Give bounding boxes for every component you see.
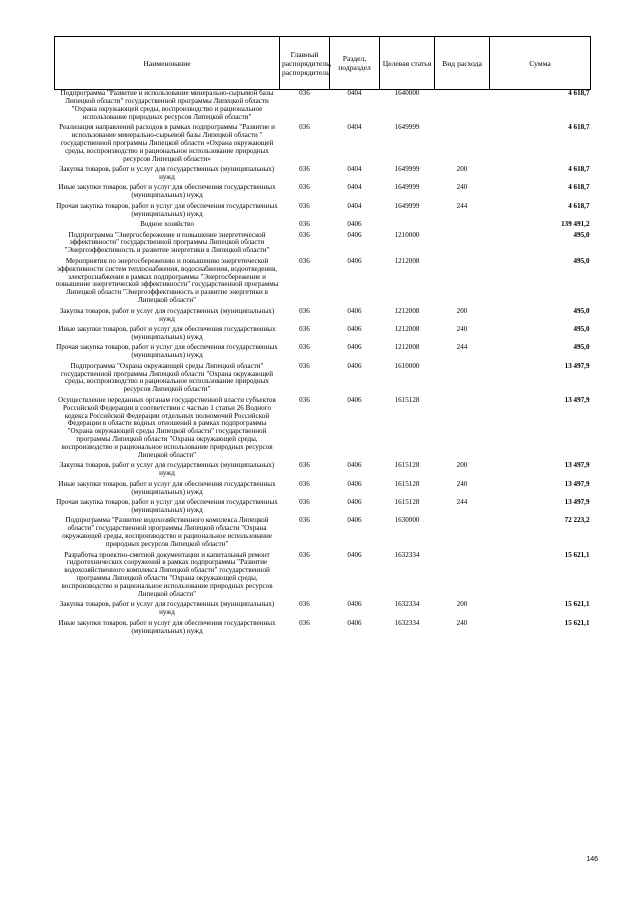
row-expense-code: [435, 552, 490, 602]
row-manager-code: 036: [299, 201, 310, 210]
budget-table: [54, 36, 591, 638]
row-name: Иные закупки товаров, работ и услуг для обеспечения государственных (муниципальных) нужд: [58, 324, 276, 341]
row-expense-code: [435, 90, 490, 125]
table-row: [55, 552, 591, 602]
row-section-code: 0406: [347, 343, 362, 352]
row-name: Прочая закупка товаров, работ и услуг для обеспечения государственных (муниципальных) нужд: [56, 343, 278, 360]
row-manager-code: 036: [299, 361, 310, 370]
header-target-article: Целевая статья: [380, 37, 435, 90]
row-section-code: 0406: [347, 256, 362, 265]
row-manager-code: 036: [299, 183, 310, 192]
row-expense-code: [435, 258, 490, 308]
row-expense-code: [435, 232, 490, 258]
row-name: Подпрограмма "Охрана окружающей среды Липецкой области" государственной программы Липецкой области "Охрана окружающей среды, воспроизводство и рациональное использование природных ресурсов Липецкой области": [60, 361, 273, 394]
table-row: [55, 344, 591, 362]
row-manager-code: 036: [299, 600, 310, 609]
row-target-code: 1649999: [394, 123, 420, 132]
row-section-code: 0406: [347, 306, 362, 315]
row-sum: 4 618,7: [568, 89, 590, 97]
row-manager-code: 036: [299, 550, 310, 559]
table-row: [55, 326, 591, 344]
table-row: [55, 203, 591, 221]
row-target-code: 1640000: [394, 89, 420, 97]
row-section-code: 0404: [347, 123, 362, 132]
row-section-code: 0406: [347, 461, 362, 470]
row-target-code: 1649999: [394, 183, 420, 192]
row-section-code: 0406: [347, 516, 362, 525]
row-sum: 495,0: [573, 256, 590, 265]
row-manager-code: 036: [299, 516, 310, 525]
row-sum: 13 497,9: [564, 461, 590, 470]
row-expense-code: 200: [456, 461, 468, 470]
row-target-code: 1212008: [394, 343, 420, 352]
row-sum: 15 621,1: [564, 600, 590, 609]
row-manager-code: 036: [299, 461, 310, 470]
row-manager-code: 036: [299, 165, 310, 174]
row-sum: 4 618,7: [568, 123, 590, 132]
row-manager-code: 036: [299, 89, 310, 97]
row-manager-code: 036: [299, 479, 310, 488]
table-row: [55, 124, 591, 166]
row-name: Закупка товаров, работ и услуг для государственных (муниципальных) нужд: [59, 165, 275, 182]
row-name: Осуществление переданных органам государственной власти субъектов Российской Федерации в соответствии с частью 1 статьи 26 Водного кодекса Российской Федерации отдельных полномочий Российской Федерации в области водных отношений в рамках подпрограммы "Охрана окружающей среды Липецкой области" государственной программы Липецкой области "Охрана окружающей среды, воспроизводство и рациональное использование природных ресурсов Липецкой области": [58, 395, 276, 460]
row-expense-code: 240: [456, 183, 468, 192]
row-name: Разработка проектно-сметной документации и капитальный ремонт гидротехнических сооружений в рамках подпрограммы "Развитие водохозяйственного комплекса Липецкой области" государственной программы Липецкой области "Охрана окружающей среды, воспроизводство и рациональное использование природных ресурсов Липецкой области": [61, 550, 273, 599]
row-name: Иные закупки товаров, работ и услуг для обеспечения государственных (муниципальных) нужд: [58, 183, 276, 200]
row-target-code: 1212008: [394, 256, 420, 265]
row-sum: 139 491,2: [561, 220, 590, 229]
row-target-code: 1212008: [394, 324, 420, 333]
row-name: Подпрограмма "Энергосбережение и повышение энергетической эффективности" государственной программы Липецкой области "Энергоэффективность и развитие энергетики в Липецкой области": [64, 230, 270, 255]
table-row: [55, 517, 591, 551]
row-manager-code: 036: [299, 498, 310, 507]
row-name: Подпрограмма "Развитие и использование минерально-сырьевой базы Липецкой области" государственной программы Липецкой области "Охрана окружающей среды, воспроизводство и рациональное использование природных ресурсов Липецкой области": [60, 89, 274, 121]
row-target-code: 1649999: [394, 165, 420, 174]
row-name: Иные закупки товаров, работ и услуг для обеспечения государственных (муниципальных) нужд: [58, 618, 276, 635]
row-target-code: 1615128: [394, 498, 420, 507]
row-sum: 13 497,9: [564, 479, 590, 488]
table-row: [55, 363, 591, 397]
row-section-code: 0406: [347, 395, 362, 404]
table-row: [55, 166, 591, 184]
header-section: Раздел, подраздел: [330, 37, 380, 90]
row-sum: 15 621,1: [564, 618, 590, 627]
header-name: Наименование: [55, 37, 280, 90]
row-name: Реализация направлений расходов в рамках подпрограммы "Развитие и использование минерально-сырьевой базы Липецкой области " государственной программы Липецкой области «Охрана окружающей среды, воспроизводство и рациональное использование природных ресурсов Липецкой области»: [59, 123, 275, 163]
row-name: Водное хозяйство: [140, 220, 194, 229]
row-name: Подпрограмма "Развитие водохозяйственного комплекса Липецкой области" государственной программы Липецкой области "Охрана окружающей среды, воспроизводство и рациональное использование природных ресурсов Липецкой области": [62, 516, 272, 549]
row-sum: 495,0: [573, 343, 590, 352]
row-expense-code: [435, 124, 490, 166]
row-sum: 495,0: [573, 230, 590, 239]
table-row: [55, 308, 591, 326]
row-manager-code: 036: [299, 618, 310, 627]
row-target-code: 1632334: [394, 618, 420, 627]
row-manager-code: 036: [299, 395, 310, 404]
row-expense-code: [435, 397, 490, 463]
row-sum: 495,0: [573, 306, 590, 315]
table-row: [55, 90, 591, 125]
row-section-code: 0404: [347, 183, 362, 192]
table-row: [55, 481, 591, 499]
row-target-code: 1615128: [394, 461, 420, 470]
row-section-code: 0404: [347, 201, 362, 210]
row-expense-code: 200: [456, 165, 468, 174]
row-sum: 4 618,7: [568, 201, 590, 210]
row-section-code: 0406: [347, 220, 362, 229]
row-manager-code: 036: [299, 324, 310, 333]
row-sum: 495,0: [573, 324, 590, 333]
row-target-code: [380, 221, 435, 231]
table-row: [55, 232, 591, 258]
table-row: [55, 462, 591, 480]
row-name: Мероприятия по энергосбережению и повышению энергетической эффективности систем теплоснабжения, водоснабжения, водоотведения, электроснабжения в рамках подпрограммы "Энергосбережение и повышение энергетической эффективности" государственной программы Липецкой области "Энергоэффективность и развитие энергетики в Липецкой области": [55, 256, 279, 305]
row-target-code: 1210000: [394, 230, 420, 239]
row-expense-code: 244: [456, 201, 468, 210]
row-expense-code: 244: [456, 343, 468, 352]
row-sum: 4 618,7: [568, 165, 590, 174]
table-row: [55, 258, 591, 308]
table-row: [55, 499, 591, 517]
row-section-code: 0406: [347, 324, 362, 333]
row-manager-code: 036: [299, 230, 310, 239]
row-name: Закупка товаров, работ и услуг для государственных (муниципальных) нужд: [59, 600, 275, 617]
table-body: [55, 90, 591, 639]
row-name: Закупка товаров, работ и услуг для государственных (муниципальных) нужд: [59, 461, 275, 478]
table-row: [55, 601, 591, 619]
table-row: [55, 221, 591, 231]
row-sum: 4 618,7: [568, 183, 590, 192]
row-expense-code: 240: [456, 324, 468, 333]
row-manager-code: 036: [299, 343, 310, 352]
row-expense-code: 240: [456, 479, 468, 488]
header-sum: Сумма: [490, 37, 591, 90]
row-target-code: 1630000: [394, 516, 420, 525]
row-target-code: 1615128: [394, 395, 420, 404]
row-target-code: 1212008: [394, 306, 420, 315]
row-target-code: 1632334: [394, 600, 420, 609]
row-sum: 13 497,9: [564, 498, 590, 507]
row-target-code: 1615128: [394, 479, 420, 488]
table-row: [55, 397, 591, 463]
row-target-code: 1610000: [394, 361, 420, 370]
row-section-code: 0406: [347, 550, 362, 559]
row-section-code: 0406: [347, 618, 362, 627]
row-expense-code: [435, 517, 490, 551]
header-manager: Главный распорядитель, распорядитель: [280, 37, 330, 90]
row-section-code: 0406: [347, 498, 362, 507]
row-name: Закупка товаров, работ и услуг для государственных (муниципальных) нужд: [59, 306, 275, 323]
row-manager-code: 036: [299, 256, 310, 265]
row-expense-code: 200: [456, 306, 468, 315]
row-expense-code: 200: [456, 600, 468, 609]
row-section-code: 0406: [347, 230, 362, 239]
row-expense-code: 240: [456, 618, 468, 627]
row-manager-code: 036: [299, 306, 310, 315]
row-sum: 15 621,1: [564, 550, 590, 559]
row-name: Прочая закупка товаров, работ и услуг для обеспечения государственных (муниципальных) нужд: [56, 201, 278, 218]
row-manager-code: 036: [299, 220, 310, 229]
row-expense-code: [435, 221, 490, 231]
row-expense-code: [435, 363, 490, 397]
header-expense-type: Вид расхода: [435, 37, 490, 90]
row-section-code: 0406: [347, 361, 362, 370]
table-header: [55, 37, 591, 90]
row-sum: 13 497,9: [564, 395, 590, 404]
row-sum: 13 497,9: [564, 361, 590, 370]
table-row: [55, 620, 591, 638]
row-name: Иные закупки товаров, работ и услуг для обеспечения государственных (муниципальных) нужд: [58, 479, 276, 496]
row-section-code: 0406: [347, 479, 362, 488]
row-target-code: 1649999: [394, 201, 420, 210]
row-sum: 72 223,2: [564, 516, 590, 525]
row-section-code: 0404: [347, 89, 362, 97]
row-target-code: 1632334: [394, 550, 420, 559]
row-expense-code: 244: [456, 498, 468, 507]
row-name: Прочая закупка товаров, работ и услуг для обеспечения государственных (муниципальных) нужд: [56, 498, 278, 514]
table-row: [55, 184, 591, 202]
row-section-code: 0406: [347, 600, 362, 609]
row-section-code: 0404: [347, 165, 362, 174]
page-number: 146: [586, 856, 598, 863]
row-manager-code: 036: [299, 123, 310, 132]
